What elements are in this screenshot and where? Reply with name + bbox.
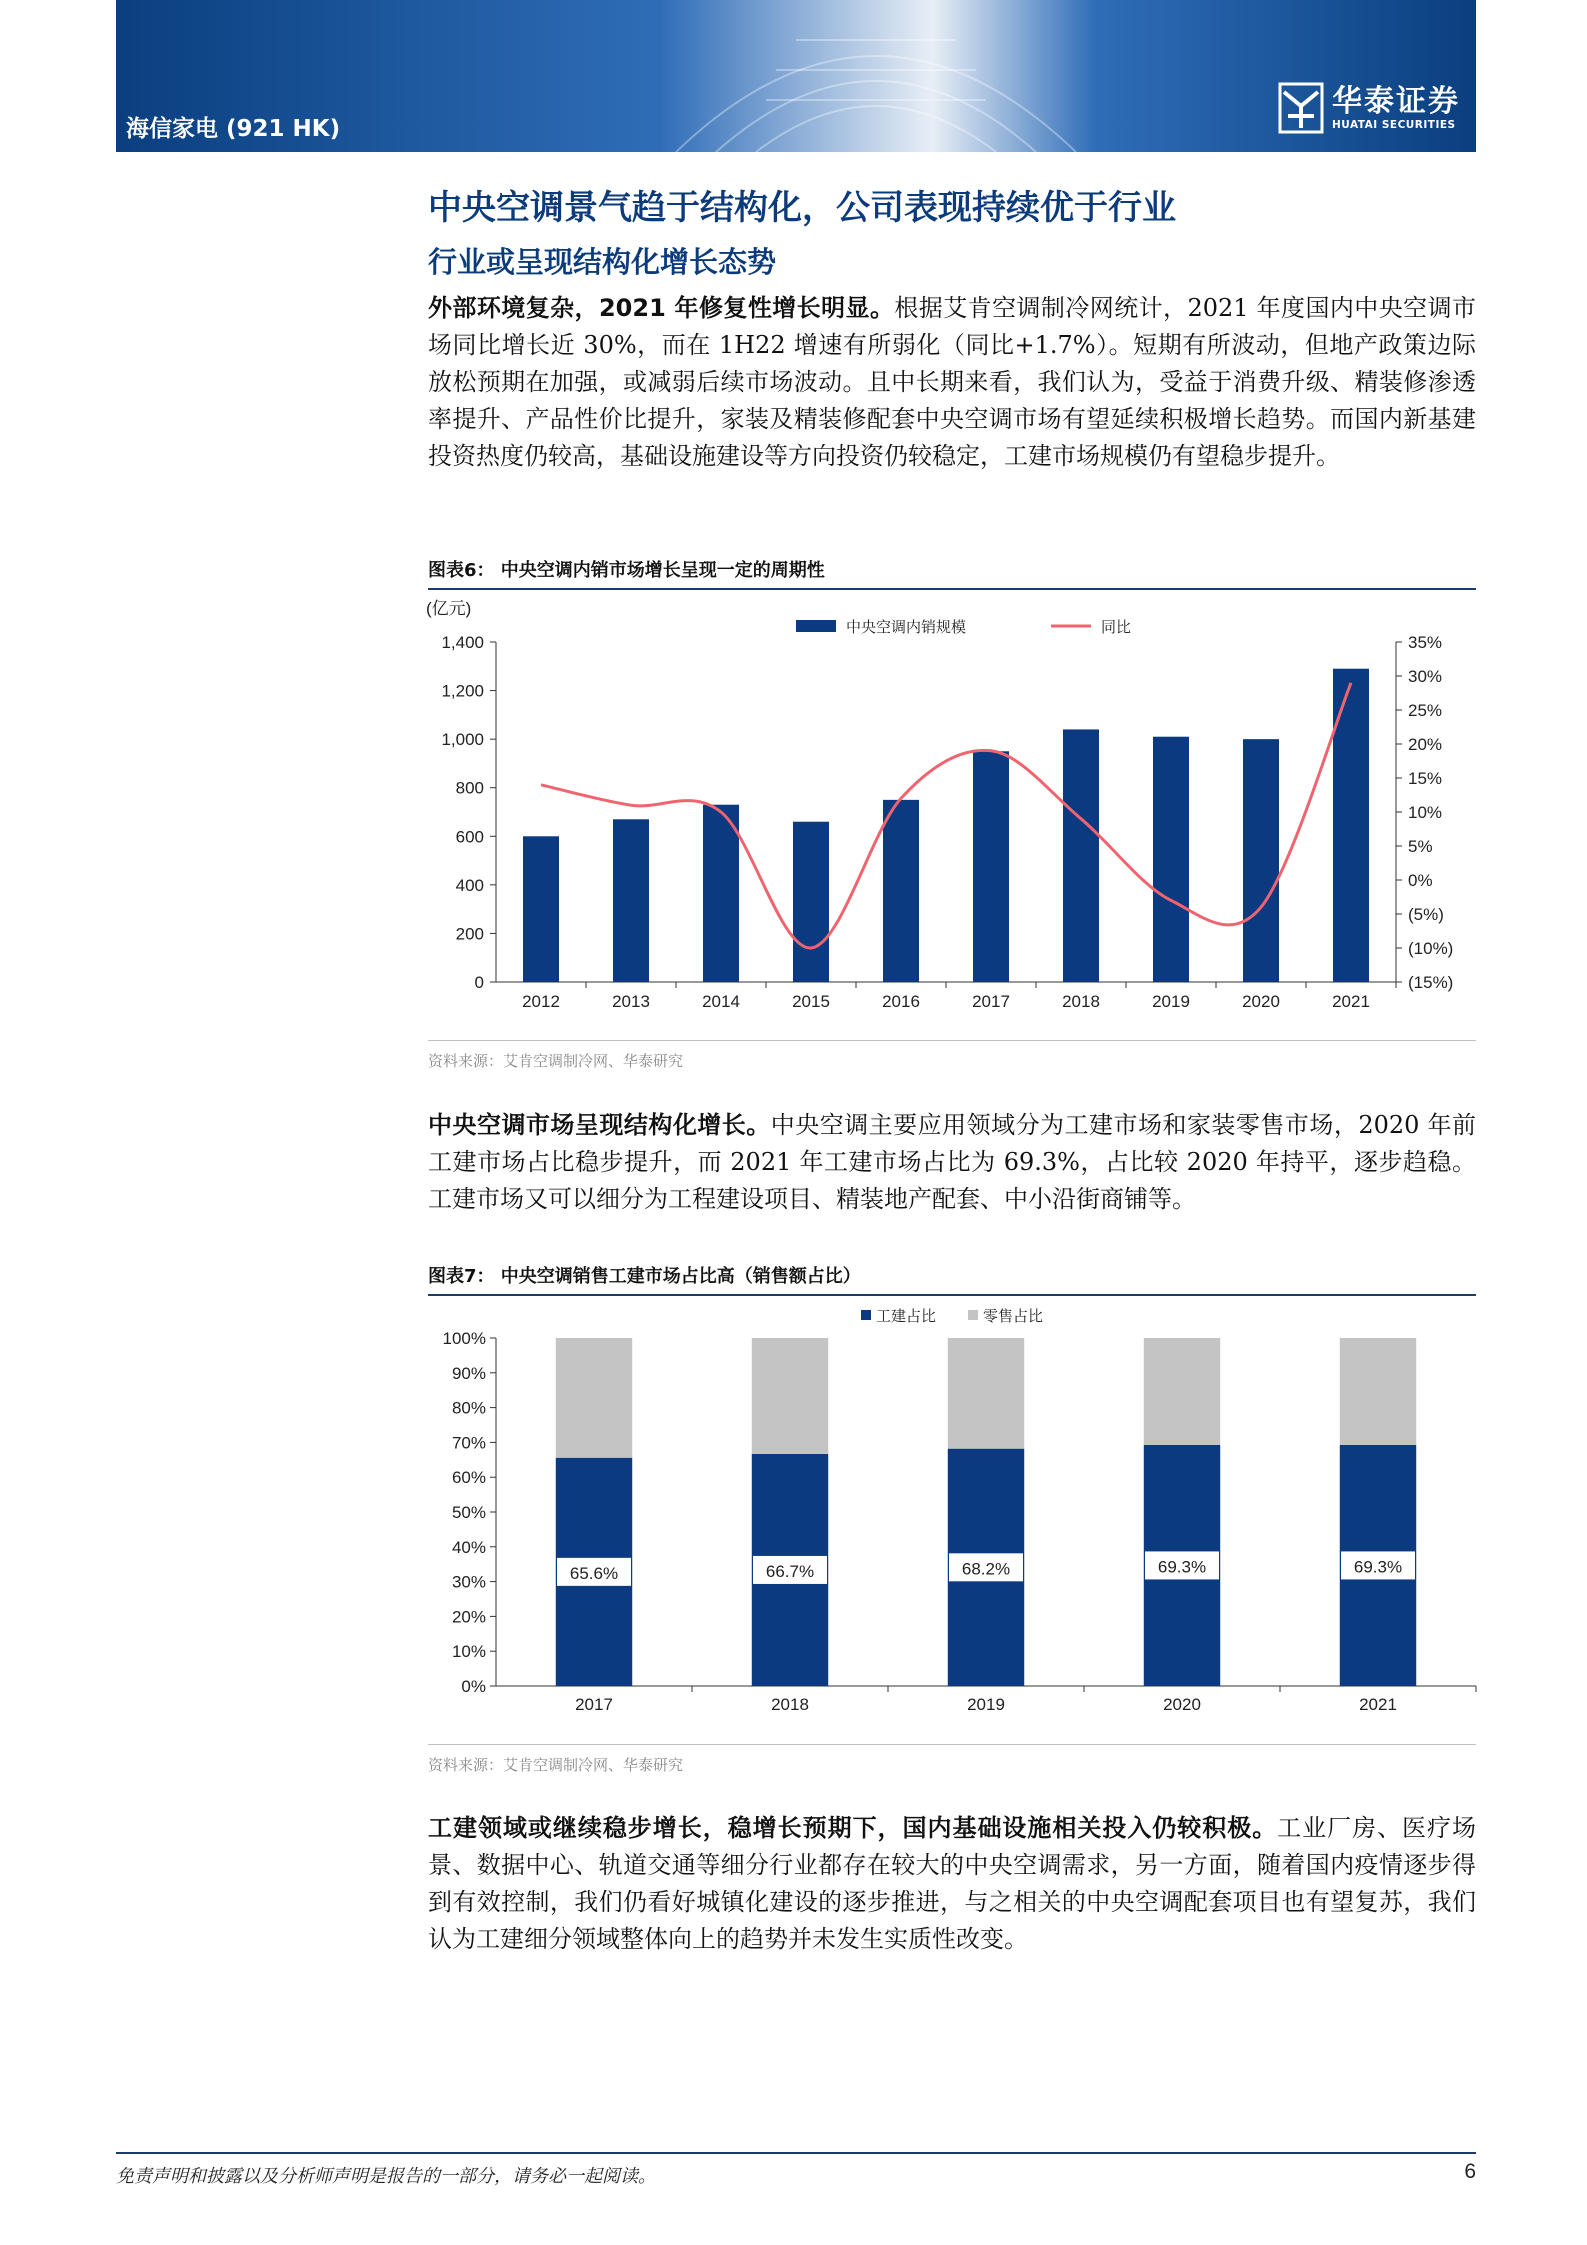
chart2-data-label: 69.3% (1157, 1557, 1207, 1577)
logo-en: HUATAI SECURITIES (1332, 119, 1456, 131)
chart1-unit-label: (亿元) (426, 599, 472, 618)
chart2-y-tick-label: 50% (451, 1503, 486, 1522)
chart2-y-tick-label: 100% (442, 1329, 486, 1348)
chart2-y-tick-label: 20% (451, 1607, 486, 1627)
chart1-right-tick-label: 15% (1408, 769, 1443, 788)
chart2-y-tick-label: 0% (461, 1677, 486, 1696)
chart2-x-tick-label: 2018 (771, 1695, 809, 1714)
page-number: 6 (1464, 2160, 1476, 2183)
chart2-data-label: 66.7% (765, 1561, 815, 1581)
paragraph-3-body: 工业厂房、医疗场景、数据中心、轨道交通等细分行业都存在较大的中央空调需求，另一方面，随着国内疫情逐步得到有效控制，我们仍看好城镇化建设的逐步推进，与之相关的中央空调配套项目也有望复苏，我们认为工建细分领域整体向上的趋势并未发生实质性改变。 (428, 1814, 1477, 1953)
chart1-right-tick-label: 5% (1408, 837, 1433, 856)
chart1-right-tick-label: (10%) (1408, 939, 1454, 958)
chart2-bar-retail (948, 1338, 1024, 1449)
chart1-x-tick-label: 2019 (1152, 992, 1190, 1011)
chart1-bar (1153, 737, 1189, 982)
chart1-legend-swatch-bar (796, 620, 836, 632)
chart2-legend-label-retail: 零售占比 (983, 1308, 1044, 1325)
huatai-logo (1278, 82, 1460, 134)
chart1-x-tick-label: 2016 (882, 992, 920, 1011)
chart1-left-tick-label: 0 (474, 973, 484, 992)
chart1-right-tick-label: (15%) (1408, 973, 1454, 992)
chart2-x-tick-label: 2019 (967, 1695, 1005, 1714)
chart1-legend-label-line: 同比 (1101, 619, 1132, 636)
chart1-x-tick-label: 2013 (612, 992, 650, 1011)
chart2-y-tick-label: 60% (451, 1468, 486, 1488)
chart2-data-label: 68.2% (961, 1559, 1011, 1579)
chart1-bar (1063, 729, 1099, 982)
chart2-legend-label-engineering: 工建占比 (876, 1308, 937, 1325)
header-banner (116, 0, 1476, 152)
chart1-x-tick-label: 2014 (702, 992, 740, 1011)
chart1-x-tick-label: 2017 (972, 992, 1010, 1011)
chart1-right-tick-label: 25% (1408, 701, 1443, 720)
figure-7-source: 资料来源：艾肯空调制冷网、华泰研究 (428, 1744, 1476, 1775)
chart1-bar (883, 800, 919, 982)
chart1-bar (703, 805, 739, 982)
chart2-x-tick-label: 2017 (575, 1695, 613, 1714)
chart1-x-tick-label: 2012 (522, 992, 560, 1011)
paragraph-2 (428, 1107, 1476, 1218)
paragraph-2-body: 中央空调主要应用领域分为工建市场和家装零售市场，2020 年前工建市场占比稳步提升，而 2021 年工建市场占比为 69.3%，占比较 2020 年持平，逐步趋稳。工建市场又可以细分为工程建设项目、精装地产配套、中小沿街商铺等。 (428, 1111, 1476, 1213)
figure-6-chart (416, 592, 1486, 1032)
chart2-legend-swatch-engineering (861, 1310, 871, 1320)
chart2-y-tick-label: 90% (451, 1363, 486, 1383)
chart2-data-label: 69.3% (1353, 1557, 1403, 1577)
logo-cn: 华泰证券 (1332, 84, 1460, 119)
chart1-bar (793, 822, 829, 982)
figure-7-title: 图表7： 中央空调销售工建市场占比高（销售额占比） (428, 1262, 1476, 1296)
chart2-legend-swatch-retail (968, 1310, 978, 1320)
chart1-left-tick-label: 1,400 (441, 633, 484, 652)
chart1-right-tick-label: 20% (1408, 735, 1443, 754)
chart2-bar-retail (1144, 1338, 1220, 1445)
chart1-bar (523, 836, 559, 982)
huatai-logo-icon (1278, 82, 1324, 134)
chart2-y-tick-label: 80% (451, 1398, 486, 1418)
chart1-x-tick-label: 2018 (1062, 992, 1100, 1011)
chart2-y-tick-label: 30% (451, 1572, 486, 1592)
chart2-y-tick-label: 70% (451, 1433, 486, 1453)
paragraph-1-lead: 外部环境复杂，2021 年修复性增长明显。 (428, 294, 895, 322)
chart1-yoy-line (541, 683, 1351, 948)
paragraph-3-lead: 工建领域或继续稳步增长，稳增长预期下，国内基础设施相关投入仍较积极。 (428, 1814, 1278, 1842)
chart1-right-tick-label: 30% (1408, 667, 1443, 686)
chart1-x-tick-label: 2020 (1242, 992, 1280, 1011)
chart2-x-tick-label: 2020 (1163, 1695, 1201, 1714)
chart1-x-tick-label: 2015 (792, 992, 830, 1011)
section-title: 中央空调景气趋于结构化，公司表现持续优于行业 (428, 188, 1176, 228)
footer-divider (116, 2152, 1476, 2154)
footer-disclaimer: 免责声明和披露以及分析师声明是报告的一部分，请务必一起阅读。 (116, 2166, 656, 2187)
chart1-left-tick-label: 600 (455, 827, 484, 847)
chart1-x-tick-label: 2021 (1332, 992, 1370, 1011)
chart2-y-tick-label: 10% (451, 1642, 486, 1662)
chart1-right-tick-label: 10% (1408, 803, 1443, 822)
chart2-bar-retail (1340, 1338, 1416, 1445)
paragraph-1-body: 根据艾肯空调制冷网统计，2021 年度国内中央空调市场同比增长近 30%，而在 1H22 增速有所弱化（同比+1.7%）。短期有所波动，但地产政策边际放松预期在加强，或减弱后续市场波动。且中长期来看，我们认为，受益于消费升级、精装修渗透率提升、产品性价比提升，家装及精装修配套中央空调市场有望延续积极增长趋势。而国内新基建投资热度仍较高，基础设施建设等方向投资仍较稳定，工建市场规模仍有望稳步提升。 (428, 294, 1476, 470)
chart1-legend-label-bar: 中央空调内销规模 (846, 619, 967, 636)
figure-6-title: 图表6： 中央空调内销市场增长呈现一定的周期性 (428, 556, 1476, 590)
chart1-left-tick-label: 200 (455, 924, 484, 944)
chart1-left-tick-label: 1,200 (441, 681, 484, 701)
chart2-data-label: 65.6% (569, 1563, 619, 1583)
chart1-bar (973, 751, 1009, 982)
report-company: 海信家电 (921 HK) (126, 116, 341, 142)
chart1-left-tick-label: 800 (455, 778, 484, 798)
figure-7-chart (416, 1298, 1486, 1738)
paragraph-2-lead: 中央空调市场呈现结构化增长。 (428, 1111, 771, 1139)
chart1-right-tick-label: 35% (1408, 633, 1443, 652)
paragraph-3 (428, 1810, 1476, 1958)
figure-6-source: 资料来源：艾肯空调制冷网、华泰研究 (428, 1040, 1476, 1071)
chart1-bar (613, 819, 649, 982)
chart1-bar (1243, 739, 1279, 982)
subsection-title: 行业或呈现结构化增长态势 (428, 245, 777, 279)
chart2-x-tick-label: 2021 (1359, 1695, 1397, 1714)
chart1-right-tick-label: 0% (1408, 871, 1433, 890)
chart2-bar-retail (752, 1338, 828, 1454)
chart2-y-tick-label: 40% (451, 1537, 486, 1557)
paragraph-1 (428, 290, 1476, 475)
chart1-right-tick-label: (5%) (1408, 905, 1444, 924)
chart2-bar-retail (556, 1338, 632, 1458)
chart1-left-tick-label: 1,000 (441, 730, 484, 750)
chart1-left-tick-label: 400 (455, 875, 484, 895)
